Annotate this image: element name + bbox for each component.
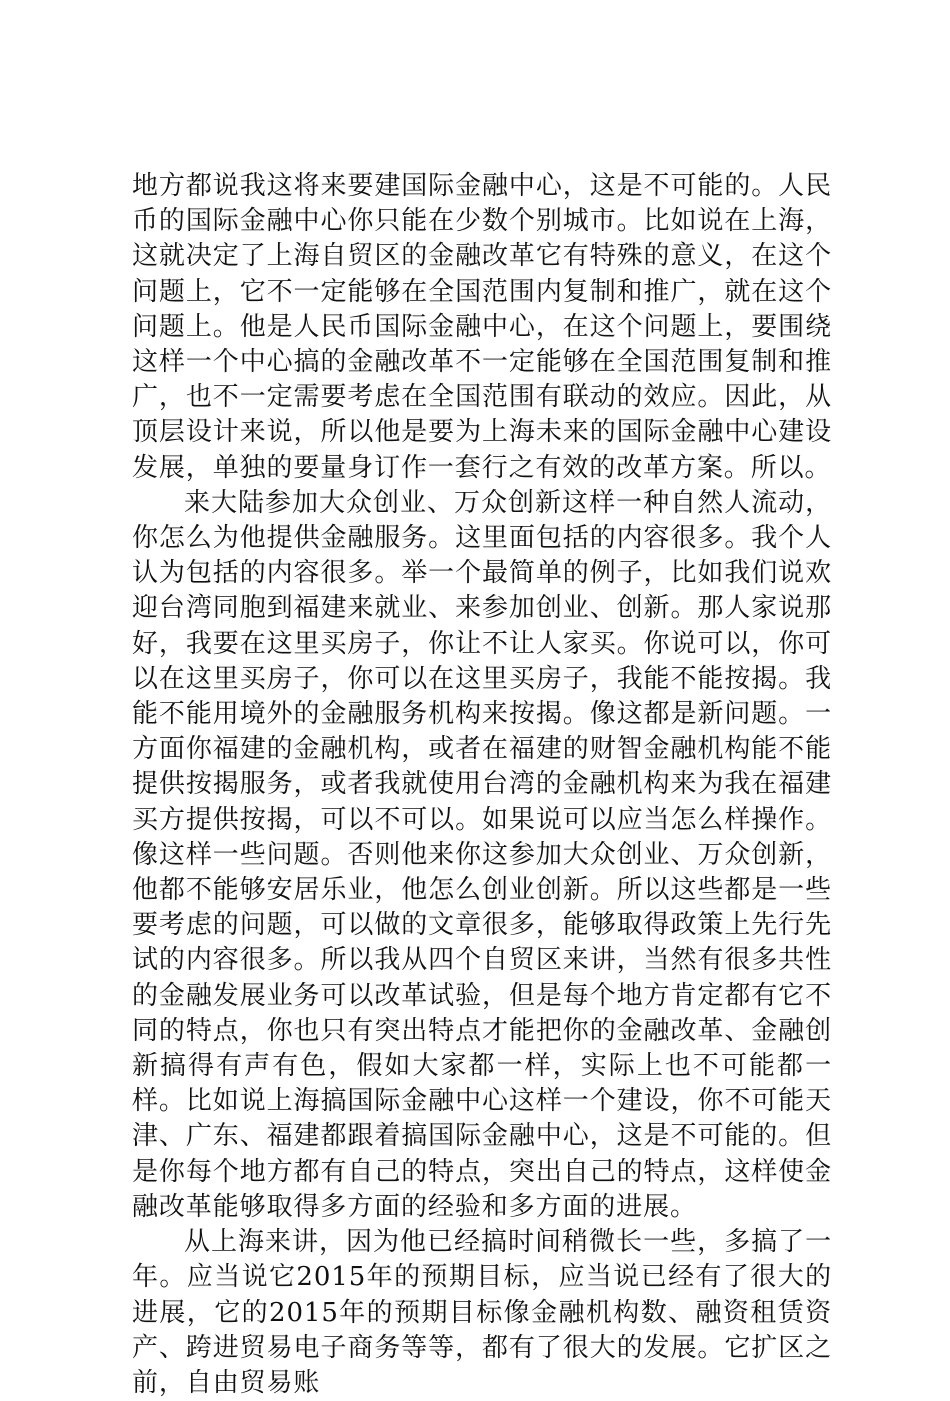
- paragraph-3: 从上海来讲，因为他已经搞时间稍微长一些，多搞了一年。应当说它2015年的预期目标，应当说已经有了很大的进展，它的2015年的预期目标像金融机构数、融资租赁资产、跨进贸易电子商务等等，都有了很大的发展。它扩区之前，自由贸易账: [132, 1227, 832, 1398]
- paragraph-2: 来大陆参加大众创业、万众创新这样一种自然人流动，你怎么为他提供金融服务。这里面包括的内容很多。我个人认为包括的内容很多。举一个最简单的例子，比如我们说欢迎台湾同胞到福建来就业、来参加创业、创新。那人家说那好，我要在这里买房子，你让不让人家买。你说可以，你可以在这里买房子，你可以在这里买房子，我能不能按揭。我能不能用境外的金融服务机构来按揭。像这都是新问题。一方面你福建的金融机构，或者在福建的财智金融机构能不能提供按揭服务，或者我就使用台湾的金融机构来为我在福建买方提供按揭，可以不可以。如果说可以应当怎么样操作。像这样一些问题。否则他来你这参加大众创业、万众创新，他都不能够安居乐业，他怎么创业创新。所以这些都是一些要考虑的问题，可以做的文章很多，能够取得政策上先行先试的内容很多。所以我从四个自贸区来讲，当然有很多共性的金融发展业务可以改革试验，但是每个地方肯定都有它不同的特点，你也只有突出特点才能把你的金融改革、金融创新搞得有声有色，假如大家都一样，实际上也不可能都一样。比如说上海搞国际金融中心这样一个建设，你不可能天津、广东、福建都跟着搞国际金融中心，这是不可能的。但是你每个地方都有自己的特点，突出自己的特点，这样使金融改革能够取得多方面的经验和多方面的进展。: [132, 487, 832, 1222]
- document-body: [132, 169, 832, 1401]
- paragraph-1: 地方都说我这将来要建国际金融中心，这是不可能的。人民币的国际金融中心你只能在少数个别城市。比如说在上海，这就决定了上海自贸区的金融改革它有特殊的意义，在这个问题上，它不一定能够在全国范围内复制和推广，就在这个问题上。他是人民币国际金融中心，在这个问题上，要围绕这样一个中心搞的金融改革不一定能够在全国范围复制和推广，也不一定需要考虑在全国范围有联动的效应。因此，从顶层设计来说，所以他是要为上海未来的国际金融中心建设发展，单独的要量身订作一套行之有效的改革方案。所以。: [132, 171, 832, 483]
